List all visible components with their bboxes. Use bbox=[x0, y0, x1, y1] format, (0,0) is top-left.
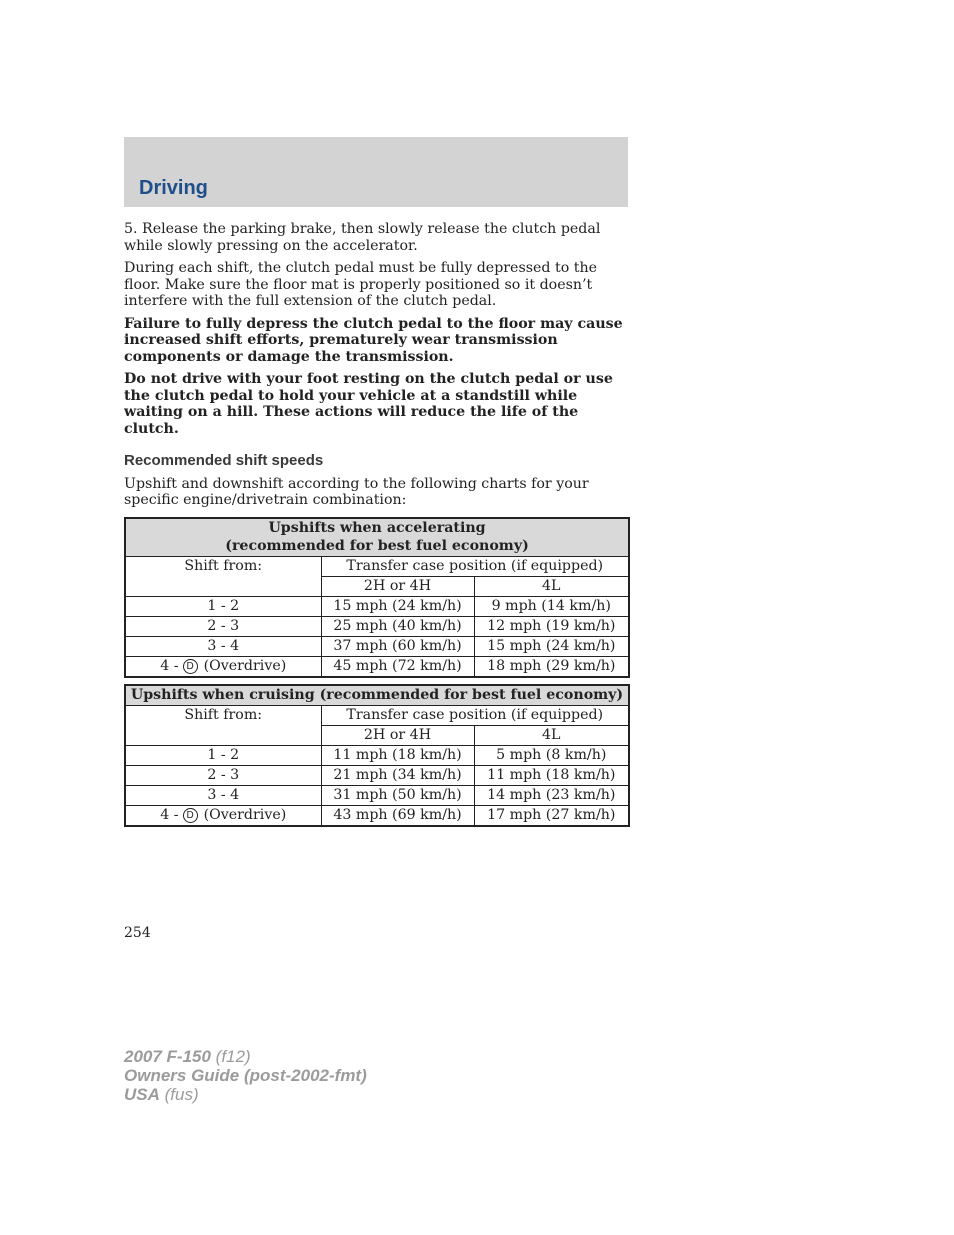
speed-4l-cell: 9 mph (14 km/h) bbox=[474, 596, 629, 616]
drive-overdrive-icon: D bbox=[183, 659, 198, 674]
table-title-line1: Upshifts when accelerating bbox=[268, 520, 486, 536]
speed-4l-cell: 18 mph (29 km/h) bbox=[474, 656, 629, 677]
speed-2h4h-cell: 11 mph (18 km/h) bbox=[321, 745, 474, 765]
table-upshifts-cruising bbox=[124, 684, 630, 827]
shift-cell: 1 - 2 bbox=[125, 745, 321, 765]
warning-clutch-failure: Failure to fully depress the clutch pedal to the floor may cause increased shift efforts, prematurely wear transmission components or damage the transmission. bbox=[124, 315, 623, 365]
table-title-line2: (recommended for best fuel economy) bbox=[225, 538, 529, 554]
drive-overdrive-icon: D bbox=[183, 808, 198, 823]
col-header-2h4h: 2H or 4H bbox=[321, 725, 474, 745]
shift-from-header: Shift from: bbox=[125, 705, 321, 745]
col-header-4l: 4L bbox=[474, 576, 629, 596]
section-title: Driving bbox=[139, 177, 208, 199]
table-row bbox=[125, 596, 629, 616]
shift-cell-overdrive bbox=[125, 656, 321, 677]
shift-cell: 2 - 3 bbox=[125, 616, 321, 636]
table-row bbox=[125, 656, 629, 677]
speed-2h4h-cell: 21 mph (34 km/h) bbox=[321, 765, 474, 785]
document-footer bbox=[124, 1047, 367, 1104]
speed-4l-cell: 17 mph (27 km/h) bbox=[474, 805, 629, 826]
page-number: 254 bbox=[124, 925, 151, 941]
speed-4l-cell: 12 mph (19 km/h) bbox=[474, 616, 629, 636]
shift-from-header: Shift from: bbox=[125, 556, 321, 596]
subheading-shift-speeds: Recommended shift speeds bbox=[124, 452, 324, 469]
footer-line-3 bbox=[124, 1085, 367, 1104]
transfer-case-header: Transfer case position (if equipped) bbox=[321, 705, 629, 725]
footer-model: 2007 F-150 bbox=[124, 1047, 211, 1066]
shift-prefix: 4 - bbox=[160, 807, 179, 823]
col-header-2h4h: 2H or 4H bbox=[321, 576, 474, 596]
speed-2h4h-cell: 45 mph (72 km/h) bbox=[321, 656, 474, 677]
table-row bbox=[125, 745, 629, 765]
table-title: Upshifts when cruising (recommended for best fuel economy) bbox=[125, 685, 629, 706]
col-header-4l: 4L bbox=[474, 725, 629, 745]
speed-4l-cell: 11 mph (18 km/h) bbox=[474, 765, 629, 785]
footer-line-2: Owners Guide (post-2002-fmt) bbox=[124, 1066, 367, 1085]
transfer-case-header: Transfer case position (if equipped) bbox=[321, 556, 629, 576]
footer-model-code: (f12) bbox=[210, 1047, 251, 1066]
footer-market-code: (fus) bbox=[159, 1085, 199, 1104]
table-title bbox=[125, 518, 629, 557]
shift-suffix: (Overdrive) bbox=[203, 807, 287, 823]
shift-cell: 3 - 4 bbox=[125, 636, 321, 656]
table-row bbox=[125, 616, 629, 636]
table-upshifts-accelerating bbox=[124, 517, 630, 678]
speed-2h4h-cell: 31 mph (50 km/h) bbox=[321, 785, 474, 805]
speed-4l-cell: 15 mph (24 km/h) bbox=[474, 636, 629, 656]
table-row bbox=[125, 805, 629, 826]
footer-line-1 bbox=[124, 1047, 367, 1066]
shift-suffix: (Overdrive) bbox=[203, 658, 287, 674]
shift-prefix: 4 - bbox=[160, 658, 179, 674]
page-content bbox=[124, 221, 629, 827]
shift-cell: 1 - 2 bbox=[125, 596, 321, 616]
table-row bbox=[125, 765, 629, 785]
shift-cell-overdrive bbox=[125, 805, 321, 826]
speed-2h4h-cell: 15 mph (24 km/h) bbox=[321, 596, 474, 616]
speed-2h4h-cell: 37 mph (60 km/h) bbox=[321, 636, 474, 656]
paragraph-shift-intro: Upshift and downshift according to the following charts for your specific engine/drivetrain combination: bbox=[124, 475, 589, 508]
speed-2h4h-cell: 43 mph (69 km/h) bbox=[321, 805, 474, 826]
paragraph-step-5: 5. Release the parking brake, then slowly release the clutch pedal while slowly pressing on the accelerator. bbox=[124, 221, 601, 254]
footer-market: USA bbox=[124, 1085, 160, 1104]
shift-cell: 2 - 3 bbox=[125, 765, 321, 785]
speed-4l-cell: 5 mph (8 km/h) bbox=[474, 745, 629, 765]
paragraph-clutch-depress: During each shift, the clutch pedal must be fully depressed to the floor. Make sure the floor mat is properly positioned so it doesn’t interfere with the full extension of the clutch pedal. bbox=[124, 260, 597, 309]
shift-cell: 3 - 4 bbox=[125, 785, 321, 805]
speed-4l-cell: 14 mph (23 km/h) bbox=[474, 785, 629, 805]
table-row bbox=[125, 636, 629, 656]
table-row bbox=[125, 785, 629, 805]
warning-foot-resting: Do not drive with your foot resting on the clutch pedal or use the clutch pedal to hold your vehicle at a standstill while waiting on a hill. These actions will reduce the life of the clutch. bbox=[124, 371, 613, 437]
speed-2h4h-cell: 25 mph (40 km/h) bbox=[321, 616, 474, 636]
